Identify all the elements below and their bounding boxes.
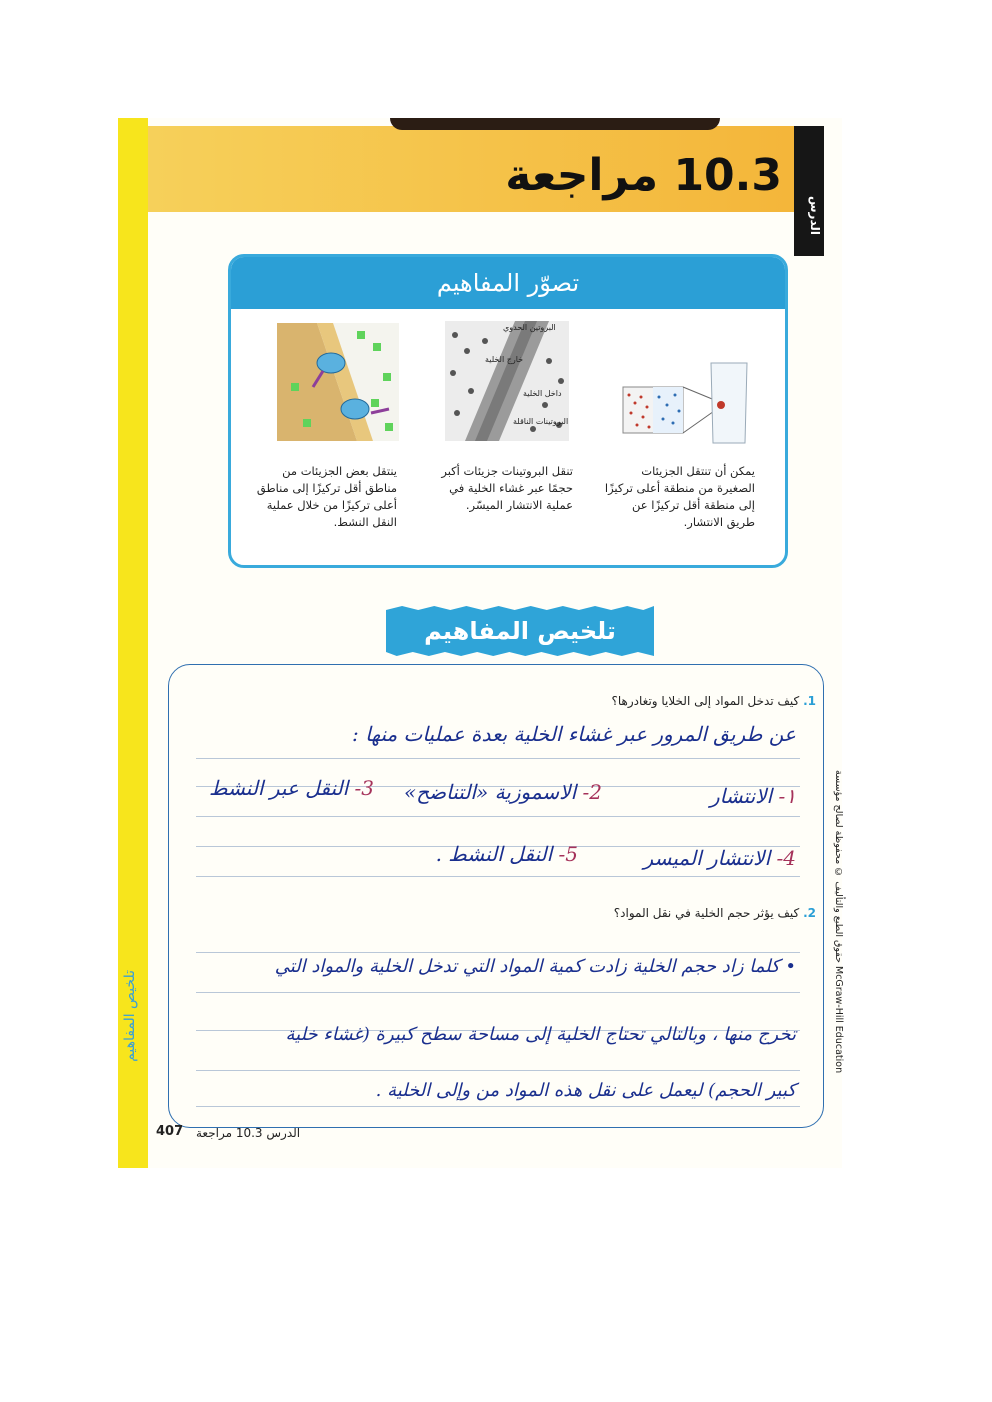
item-3-number: 3- (354, 776, 374, 800)
answer-2-line-1: • كلما زاد حجم الخلية زادت كمية المواد التي تدخل الخلية والمواد التي (274, 956, 796, 977)
active-transport-illustration (277, 323, 399, 441)
item-5-number: 5- (558, 842, 578, 866)
label-inside-cell: داخل الخلية (523, 389, 562, 398)
question-2 (614, 906, 816, 920)
ruled-line (196, 876, 800, 877)
concept-visual-title: تصوّر المفاهيم (231, 257, 785, 309)
label-protein: البروتين الحدوي (503, 323, 556, 332)
question-2-text: كيف يؤثر حجم الخلية في نقل المواد؟ (613, 906, 800, 920)
page-title: 10.3 مراجعة (505, 150, 782, 201)
lesson-tab-label: الدرس (808, 196, 822, 236)
active-transport-figure (277, 323, 399, 441)
summary-banner-title: تلخيص المفاهيم (424, 617, 616, 645)
lesson-tab (794, 126, 824, 256)
item-2-number: 2- (582, 780, 602, 804)
label-outside-cell: خارج الخلية (485, 355, 524, 364)
answer-1-item-5 (436, 842, 578, 866)
answer-1-item-4 (644, 846, 797, 870)
question-1-text: كيف تدخل المواد إلى الخلايا وتغادرها؟ (611, 694, 800, 708)
answer-1-item-2 (404, 780, 602, 804)
facilitated-diffusion-figure (445, 321, 569, 441)
scan-shadow (390, 118, 720, 130)
label-carrier-proteins: البروتينات الناقلة (513, 417, 569, 426)
active-transport-caption: ينتقل بعض الجزيئات من مناطق أقل تركيزًا إلى مناطق أعلى تركيزًا من خلال عملية النقل النشط. (256, 464, 397, 529)
ruled-line (196, 952, 800, 953)
item-5-text: النقل النشط . (435, 842, 553, 866)
item-1-text: الانتشار (709, 784, 773, 808)
answer-1-line-1: عن طريق المرور عبر غشاء الخلية بعدة عمليات منها : (352, 722, 796, 746)
question-1 (612, 694, 816, 708)
ruled-line (196, 1106, 800, 1107)
side-label: تلخيص المفاهيم (122, 970, 138, 1062)
diffusion-figure (621, 357, 751, 447)
answer-1-item-1 (710, 784, 796, 808)
facilitated-diffusion-caption: تنقل البروتينات جزيئات أكبر حجمًا عبر غشاء الخلية في عملية الانتشار الميسّر. (441, 464, 573, 512)
question-2-number: 2. (803, 906, 816, 920)
item-3-text: النقل عبر النشط (208, 776, 349, 800)
diffusion-beaker-illustration (621, 357, 751, 447)
ruled-line (196, 758, 800, 759)
diffusion-caption: يمكن أن تنتقل الجزيئات الصغيرة من منطقة أعلى تركيزًا إلى منطقة أقل تركيزًا عن طريق الانتشار. (604, 464, 755, 529)
answer-2-line-2: تخرج منها ، وبالتالي تحتاج الخلية إلى مساحة سطح كبيرة (غشاء خلية (285, 1024, 796, 1045)
item-4-text: الانتشار الميسر (643, 846, 771, 870)
ruled-line (196, 816, 800, 817)
item-4-number: 4- (776, 846, 796, 870)
page-number: 407 (156, 1124, 184, 1139)
item-2-text: الاسموزية «التناضح» (404, 780, 577, 804)
question-1-number: 1. (803, 694, 816, 708)
answer-2-line-3: كبير الحجم) ليعمل على نقل هذه المواد من وإلى الخلية . (375, 1080, 796, 1101)
concept-visual-box (228, 254, 788, 568)
ruled-line (196, 992, 800, 993)
footer-lesson-label: الدرس 10.3 مراجعة (196, 1126, 301, 1140)
answer-1-item-3 (209, 776, 374, 800)
ruled-line (196, 1070, 800, 1071)
item-1-number: ١- (778, 784, 796, 808)
copyright-notice: McGraw-Hill Education حقوق الطبع والتأليف © محفوظة لصالح مؤسسة (833, 770, 844, 1074)
